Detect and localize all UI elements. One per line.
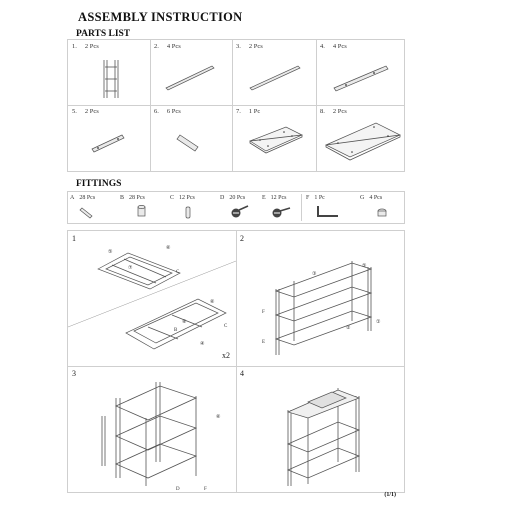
part-2 (150, 40, 232, 105)
fitting-code: G (360, 195, 365, 201)
part-1 (68, 40, 150, 105)
svg-text:⑥: ⑥ (216, 415, 221, 420)
svg-text:⑥: ⑥ (210, 300, 215, 305)
svg-text:⑧: ⑧ (182, 320, 187, 325)
rail-illustration (316, 40, 404, 105)
screw-icon (218, 192, 260, 223)
fitting-quantity: 4 Pcs (369, 195, 383, 201)
step-4-diagram (236, 366, 404, 492)
step-number: 1 (72, 234, 76, 243)
fitting-quantity: 12 Pcs (270, 195, 287, 201)
svg-text:D: D (176, 487, 180, 492)
svg-text:B: B (174, 328, 178, 333)
fittings-frame (67, 191, 405, 224)
svg-text:F: F (262, 310, 265, 315)
part-quantity: 4 Pcs (332, 43, 347, 50)
long-rod-illustration (150, 40, 232, 105)
step-3-diagram (68, 366, 236, 492)
svg-text:⑤: ⑤ (362, 264, 367, 269)
step-4 (236, 366, 404, 492)
page-indicator: (1/1) (384, 492, 396, 498)
part-quantity: 2 Pcs (248, 43, 263, 50)
large-panel-illustration (316, 105, 404, 171)
part-quantity: 4 Pcs (166, 43, 181, 50)
short-rail-illustration (68, 105, 150, 171)
fitting-quantity: 1 Pc (314, 195, 325, 201)
parts-list-frame (67, 39, 405, 172)
part-quantity: 2 Pcs (84, 108, 99, 115)
svg-text:②: ② (346, 326, 351, 331)
fitting-code: B (120, 195, 125, 201)
fitting-code: F (306, 195, 310, 201)
svg-text:⑦: ⑦ (128, 266, 133, 271)
foot-cap-icon (358, 192, 404, 223)
svg-text:C: C (176, 270, 180, 275)
part-quantity: 2 Pcs (332, 108, 347, 115)
fitting-d (218, 192, 260, 223)
part-number: 7. (236, 108, 241, 115)
part-7 (232, 105, 316, 171)
step-2 (236, 231, 404, 366)
fitting-g (358, 192, 404, 223)
fitting-a (68, 192, 116, 223)
dowel-icon (168, 192, 216, 223)
part-number: 4. (320, 43, 325, 50)
part-quantity: 1 Pc (248, 108, 261, 115)
fitting-f (304, 192, 358, 223)
fitting-quantity: 12 Pcs (179, 195, 195, 201)
step-1-diagram (68, 231, 236, 366)
part-number: 6. (154, 108, 159, 115)
part-quantity: 2 Pcs (84, 43, 99, 50)
svg-text:④: ④ (200, 342, 205, 347)
nut-icon (118, 192, 166, 223)
fitting-code: C (170, 195, 175, 201)
part-number: 3. (236, 43, 241, 50)
fitting-code: D (220, 195, 225, 201)
allen-key-icon (304, 192, 358, 223)
pin-icon (68, 192, 116, 223)
svg-text:E: E (262, 340, 266, 345)
part-quantity: 6 Pcs (166, 108, 181, 115)
fitting-c (168, 192, 216, 223)
fitting-code: A (70, 195, 75, 201)
fitting-b (118, 192, 166, 223)
step-multiplier: x2 (222, 351, 230, 360)
step-3 (68, 366, 236, 492)
svg-text:⑤: ⑤ (108, 250, 113, 255)
fittings-title: FITTINGS (76, 179, 122, 189)
step-number: 4 (240, 369, 244, 378)
svg-text:F: F (204, 487, 207, 492)
part-8 (316, 105, 404, 171)
page-title: ASSEMBLY INSTRUCTION (78, 10, 243, 24)
step-1 (68, 231, 236, 366)
step-2-diagram (236, 231, 404, 366)
fitting-quantity: 28 Pcs (79, 195, 96, 201)
svg-text:①: ① (376, 320, 381, 325)
svg-text:③: ③ (312, 272, 317, 277)
step-number: 3 (72, 369, 76, 378)
part-5 (68, 105, 150, 171)
part-4 (316, 40, 404, 105)
fitting-e (260, 192, 302, 223)
ladder-frame-illustration (68, 40, 150, 105)
assembly-steps-frame (67, 230, 405, 493)
short-tube-illustration (150, 105, 232, 171)
part-number: 1. (72, 43, 77, 50)
step-number: 2 (240, 234, 244, 243)
fitting-quantity: 20 Pcs (229, 195, 246, 201)
fitting-code: E (262, 195, 266, 201)
svg-text:C: C (224, 324, 228, 329)
long-rod-illustration (232, 40, 316, 105)
part-number: 2. (154, 43, 159, 50)
part-number: 5. (72, 108, 77, 115)
bolt-icon (260, 192, 302, 223)
svg-text:⑥: ⑥ (166, 246, 171, 251)
small-panel-illustration (232, 105, 316, 171)
part-6 (150, 105, 232, 171)
part-number: 8. (320, 108, 325, 115)
fitting-quantity: 28 Pcs (129, 195, 145, 201)
parts-list-title: PARTS LIST (76, 29, 131, 39)
part-3 (232, 40, 316, 105)
